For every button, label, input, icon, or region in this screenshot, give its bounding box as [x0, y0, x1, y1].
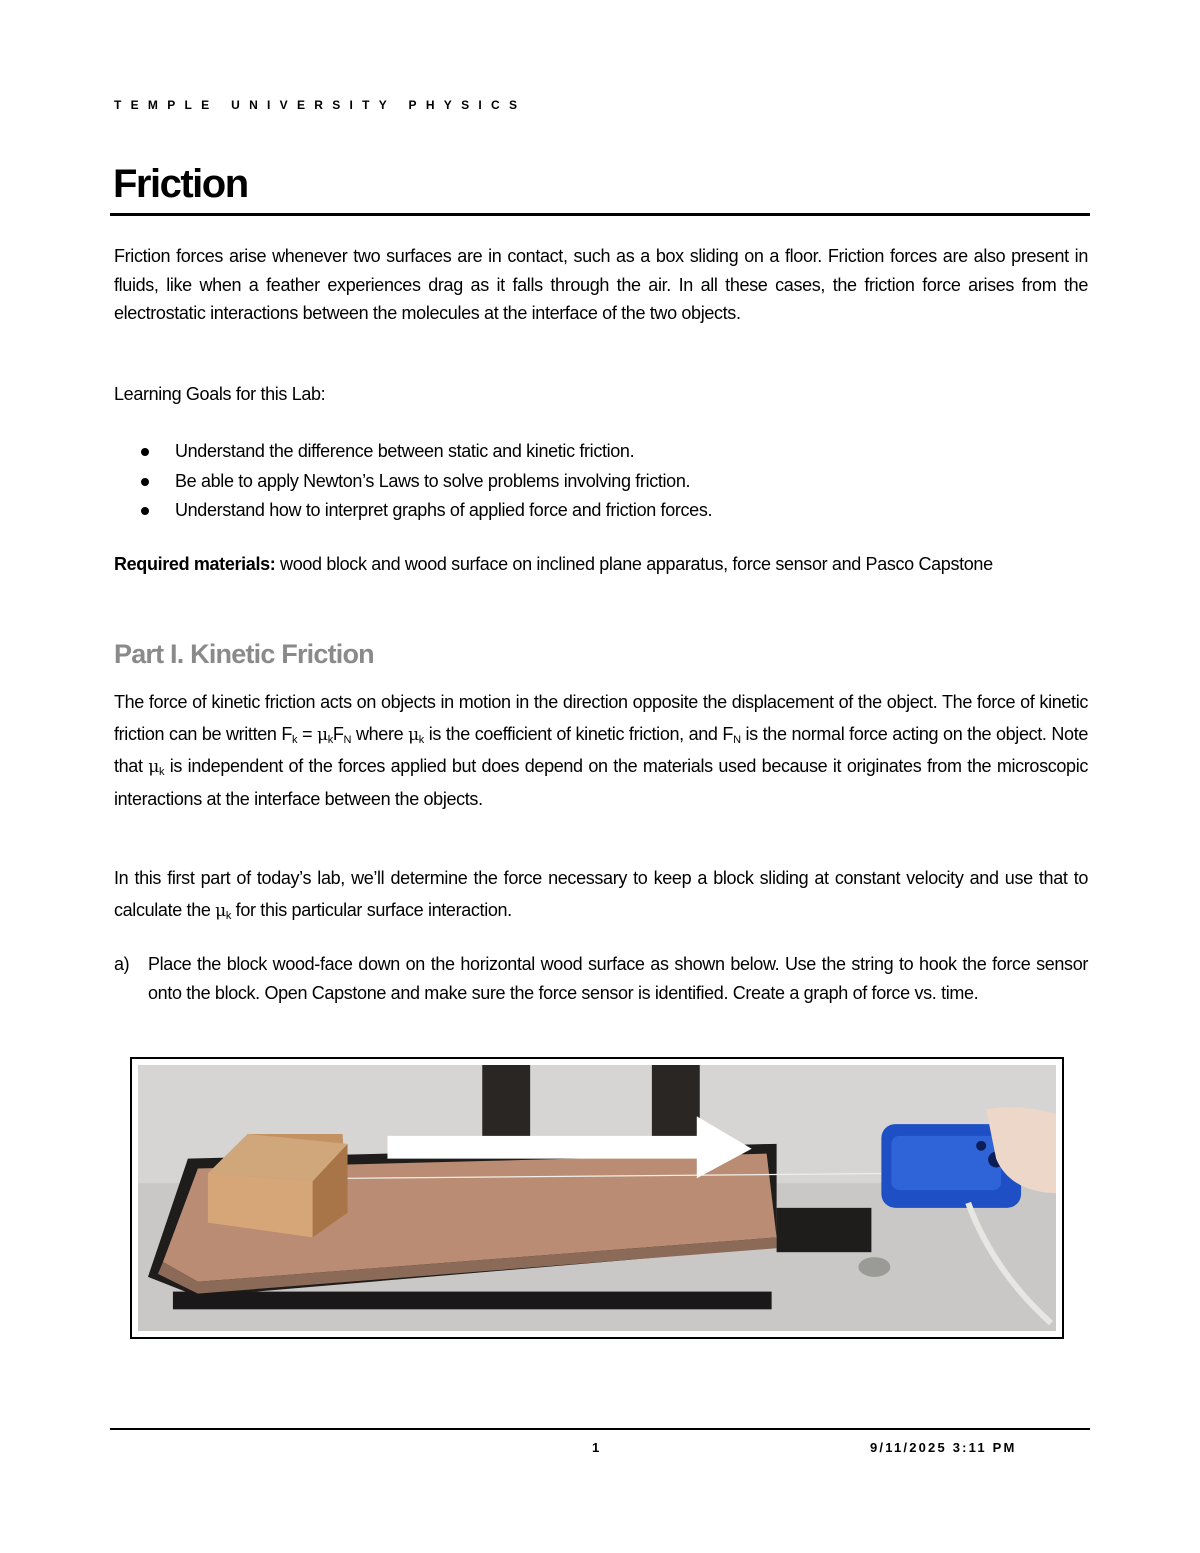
mu-symbol: μ	[317, 724, 328, 745]
list-item	[134, 496, 712, 526]
page-title: Friction	[113, 162, 248, 206]
section-heading-part1: Part I. Kinetic Friction	[114, 639, 374, 669]
list-item	[134, 437, 712, 467]
step-marker: a)	[114, 954, 130, 974]
subscript-n: N	[733, 733, 741, 746]
materials-label: Required materials:	[114, 554, 276, 574]
running-header: TEMPLE UNIVERSITY PHYSICS	[114, 98, 527, 112]
bullet-icon	[141, 448, 149, 456]
subscript-k: k	[158, 766, 165, 778]
step-a	[114, 950, 1088, 1008]
materials-text: wood block and wood surface on inclined plane apparatus, force sensor and Pasco Capstone	[275, 554, 993, 574]
title-rule	[110, 213, 1090, 216]
apparatus-photo	[130, 1057, 1064, 1339]
subscript-k: k	[225, 909, 232, 922]
text-run: The force of kinetic friction acts on objects in motion in the direction opposite the displacement of the object. The force of kinetic friction can be written F	[114, 692, 1088, 744]
text-run: is the normal force acting on the object. Note that	[114, 723, 1089, 776]
subscript-n: N	[343, 733, 352, 746]
list-item	[134, 467, 712, 497]
text-run: In this first part of today’s lab, we’ll determine the force necessary to keep a block sliding at constant velocity and use that to calculate the	[114, 868, 1088, 920]
subscript-k: k	[292, 733, 298, 746]
text-run: is the coefficient of kinetic friction, and F	[423, 723, 734, 744]
text-run: =	[297, 723, 318, 744]
text-run: where	[351, 723, 409, 744]
subscript-k: k	[327, 733, 333, 746]
step-text: Place the block wood-face down on the horizontal wood surface as shown below. Use the string to hook the force sensor onto the block. Open Capstone and make sure the force sensor is identified. Create a graph of force vs. time.	[148, 954, 1088, 1003]
text-run: F	[332, 723, 344, 744]
bullet-icon	[141, 507, 149, 515]
learning-goals-list	[134, 437, 712, 526]
text-run: is independent of the forces applied but does depend on the materials used because it originates from the microscopic interactions at the interface between the objects.	[114, 756, 1088, 809]
goal-text: Understand the difference between static and kinetic friction.	[175, 441, 635, 461]
goal-text: Understand how to interpret graphs of applied force and friction forces.	[175, 500, 713, 520]
page-number: 1	[592, 1440, 600, 1455]
bullet-icon	[141, 478, 149, 486]
lab-intro-paragraph	[114, 863, 1088, 927]
footer-rule	[110, 1428, 1090, 1430]
subscript-k: k	[418, 733, 424, 746]
learning-goals-heading: Learning Goals for this Lab:	[114, 384, 326, 404]
text-run: for this particular surface interaction.	[231, 899, 512, 920]
required-materials	[114, 550, 1088, 579]
apparatus-illustration	[138, 1065, 1056, 1331]
goal-text: Be able to apply Newton’s Laws to solve problems involving friction.	[175, 470, 691, 491]
kinetic-friction-paragraph	[114, 687, 1088, 815]
mu-symbol: μ	[215, 900, 226, 921]
intro-paragraph: Friction forces arise whenever two surfaces are in contact, such as a box sliding on a floor. Friction forces are also present in fluids, like when a feather experiences drag as it falls through the air. In all these cases, the friction force arises from the electrostatic interactions between the molecules at the interface of the two objects.	[114, 246, 1088, 323]
mu-symbol: μ	[148, 757, 159, 777]
mu-symbol: μ	[408, 724, 419, 745]
footer-timestamp: 9/11/2025 3:11 PM	[870, 1440, 1017, 1455]
